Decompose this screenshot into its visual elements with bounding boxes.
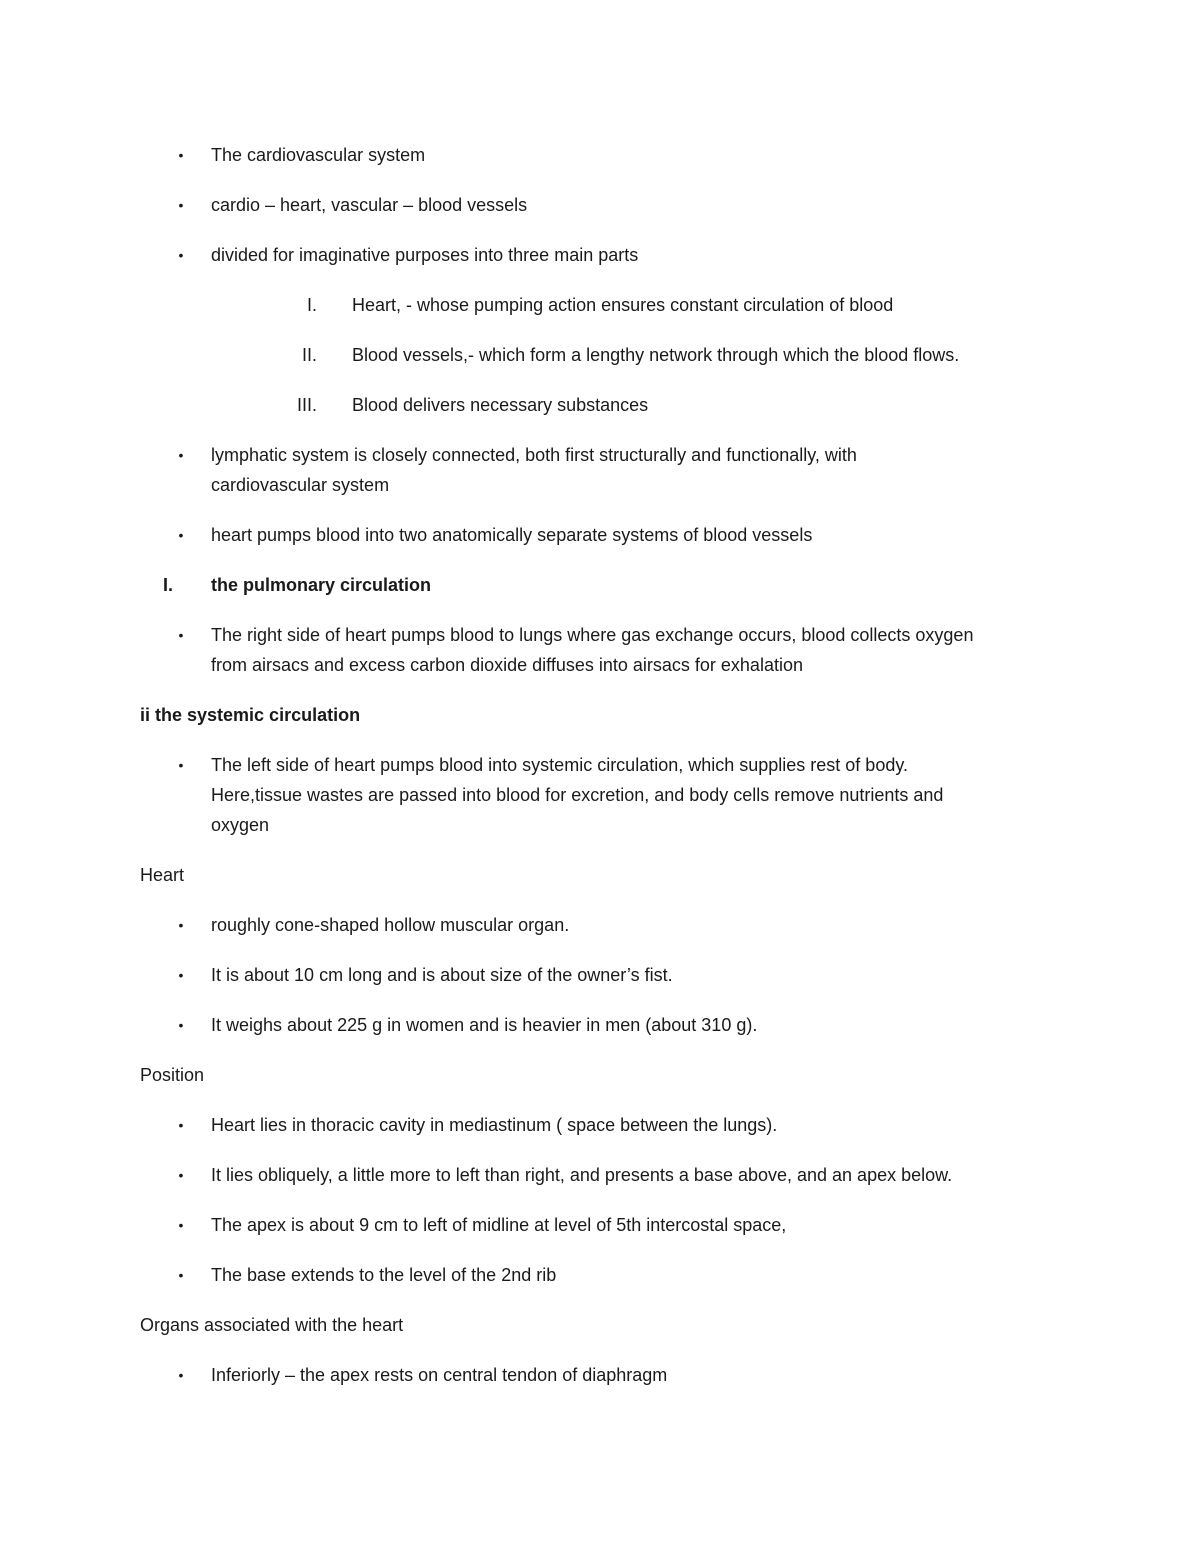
bullet-text: Heart lies in thoracic cavity in mediastinum ( space between the lungs). [211, 1115, 778, 1135]
bullet-text: heart pumps blood into two anatomically separate systems of blood vessels [211, 525, 813, 545]
bullet-text-continuation: Here,tissue wastes are passed into blood for excretion, and body cells remove nutrients and [211, 785, 944, 805]
bullet-marker: • [178, 1017, 184, 1033]
roman-item-text: Blood vessels,- which form a lengthy network through which the blood flows. [352, 345, 960, 365]
bullet-marker: • [178, 1267, 184, 1283]
bullet-marker: • [178, 147, 184, 163]
bullet-text: roughly cone-shaped hollow muscular organ. [211, 915, 570, 935]
pulmonary-numeral: I. [163, 575, 174, 595]
organs-heading: Organs associated with the heart [140, 1315, 404, 1335]
bullet-text: divided for imaginative purposes into three main parts [211, 245, 639, 265]
bullet-text: The right side of heart pumps blood to lungs where gas exchange occurs, blood collects oxygen [211, 625, 974, 645]
roman-item-text: Heart, - whose pumping action ensures constant circulation of blood [352, 295, 894, 315]
bullet-text: The left side of heart pumps blood into systemic circulation, which supplies rest of body. [211, 755, 909, 775]
position-heading: Position [140, 1065, 205, 1085]
bullet-text-continuation: oxygen [211, 815, 270, 835]
bullet-marker: • [178, 917, 184, 933]
bullet-text: The cardiovascular system [211, 145, 426, 165]
bullet-text: lymphatic system is closely connected, both first structurally and functionally, with [211, 445, 857, 465]
bullet-marker: • [178, 247, 184, 263]
pulmonary-heading: the pulmonary circulation [211, 575, 432, 595]
heart-heading: Heart [140, 865, 185, 885]
systemic-heading: ii the systemic circulation [140, 705, 361, 725]
bullet-marker: • [178, 757, 184, 773]
bullet-text-continuation: cardiovascular system [211, 475, 390, 495]
bullet-text: The apex is about 9 cm to left of midline at level of 5th intercostal space, [211, 1215, 787, 1235]
bullet-marker: • [178, 1367, 184, 1383]
roman-numeral: I. [306, 295, 317, 315]
bullet-text-continuation: from airsacs and excess carbon dioxide diffuses into airsacs for exhalation [211, 655, 803, 675]
bullet-marker: • [178, 1117, 184, 1133]
bullet-text: It lies obliquely, a little more to left than right, and presents a base above, and an apex below. [211, 1165, 953, 1185]
bullet-marker: • [178, 527, 184, 543]
bullet-text: The base extends to the level of the 2nd rib [211, 1265, 557, 1285]
bullet-marker: • [178, 1217, 184, 1233]
bullet-text: cardio – heart, vascular – blood vessels [211, 195, 528, 215]
bullet-text: Inferiorly – the apex rests on central tendon of diaphragm [211, 1365, 668, 1385]
roman-item-text: Blood delivers necessary substances [352, 395, 649, 415]
roman-numeral: II. [301, 345, 317, 365]
bullet-marker: • [178, 197, 184, 213]
bullet-marker: • [178, 447, 184, 463]
bullet-marker: • [178, 627, 184, 643]
bullet-marker: • [178, 967, 184, 983]
roman-numeral: III. [296, 395, 317, 415]
bullet-text: It weighs about 225 g in women and is heavier in men (about 310 g). [211, 1015, 758, 1035]
bullet-text: It is about 10 cm long and is about size of the owner’s fist. [211, 965, 673, 985]
bullet-marker: • [178, 1167, 184, 1183]
